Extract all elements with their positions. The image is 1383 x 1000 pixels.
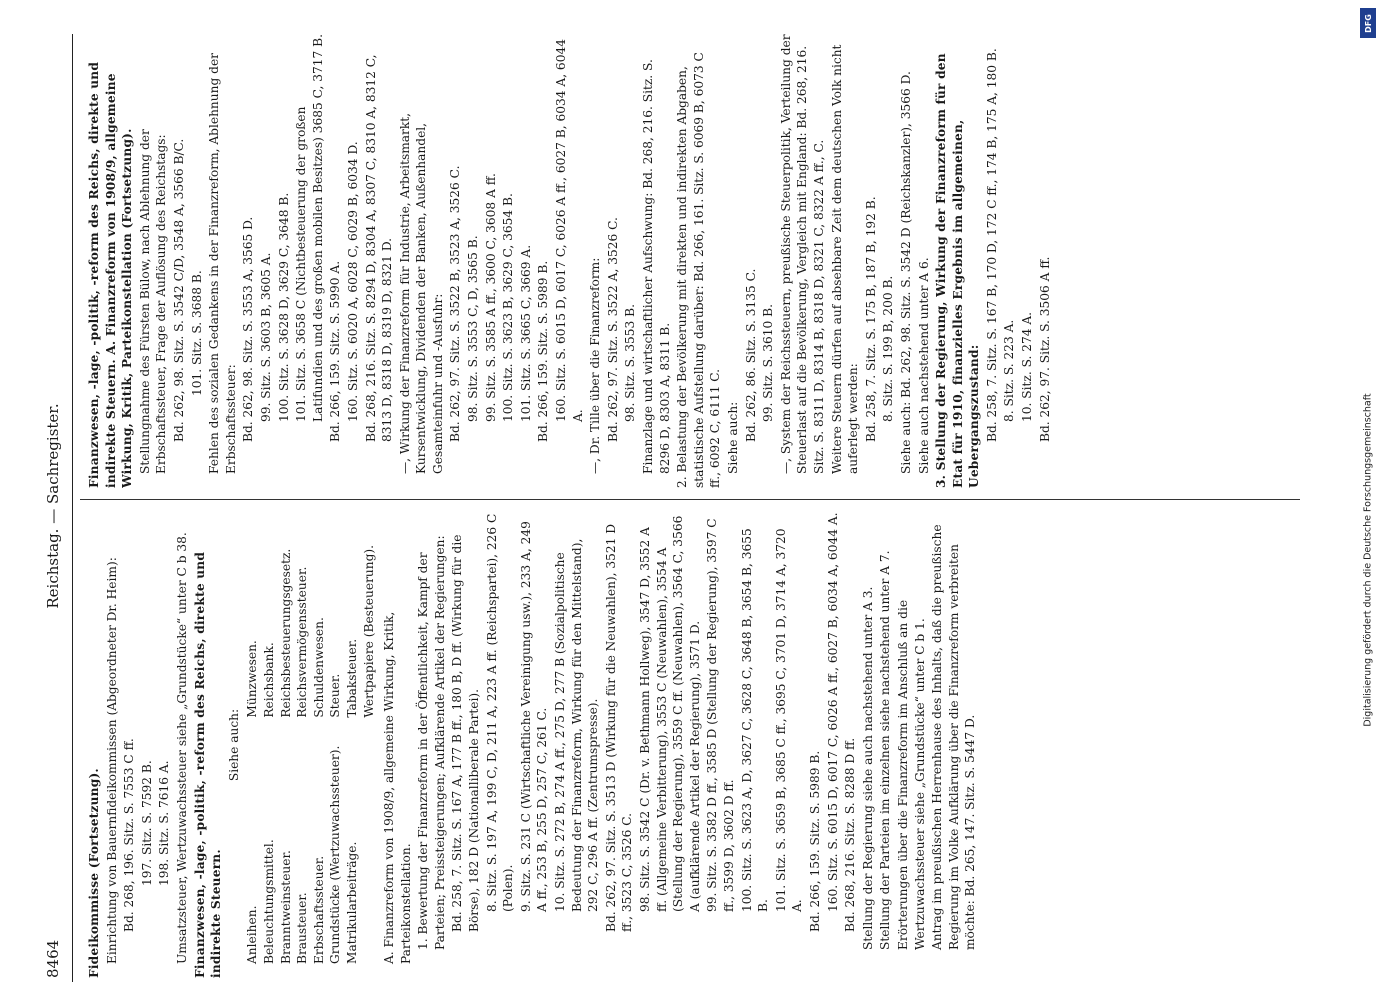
citation: 101. Sitz. S. 3658 C (Nichtbesteuerung der großen Latifundien und des großen mobilen Besitzes) 3685 C, 3717 B. bbox=[294, 34, 325, 422]
digitization-sidebar bbox=[1354, 0, 1383, 1000]
see-also-item: Reichsbesteuerungsgesetz. bbox=[278, 548, 293, 718]
page-number: 8464 bbox=[44, 939, 62, 978]
citation: Bd. 258, 7. Sitz. S. 175 B, 187 B, 192 B. bbox=[863, 196, 878, 442]
citation: Bd. 262, 98. Sitz. S. 3553 A, 3565 D. bbox=[241, 216, 256, 442]
see-also-item: Grundstücke (Wertzuwachssteuer). bbox=[328, 745, 343, 964]
subentry: Einrichtung von Bauernfideikommissen (Abgeordneter Dr. Heim): bbox=[104, 557, 119, 964]
running-head bbox=[44, 34, 68, 978]
see-also-item: Reichsbank. bbox=[261, 642, 276, 718]
citation: 98. Sitz. S. 3553 C, D, 3565 B. bbox=[466, 235, 481, 422]
see-also-item: Schuldenwesen. bbox=[311, 617, 326, 718]
citation: Bd. 262, 97. Sitz. S. 3522 A, 3526 C. bbox=[605, 217, 620, 442]
citation: Bd. 266, 159. Sitz. S. 5989 B. bbox=[807, 750, 822, 932]
see-also-item: Branntweinsteuer. bbox=[278, 850, 293, 964]
subentry: Stellungnahme des Fürsten Bülow, nach Ablehnung der Erbschaftssteuer, Frage der Auflösung des Reichstags: bbox=[137, 129, 169, 474]
citation: 8. Sitz. S. 223 A. bbox=[1002, 319, 1017, 422]
see-also-item: Brausteuer. bbox=[295, 892, 310, 964]
citation: 99. Sitz. S. 3585 A ff., 3600 C, 3608 A ff. bbox=[483, 173, 498, 422]
see-also-item: Steuer. bbox=[328, 673, 343, 718]
cross-reference: Erörterungen über die Finanzreform im Anschluß an die Wertzuwachssteuer siehe „Grundstücke“ unter C b 1. bbox=[895, 599, 927, 950]
see-also-column bbox=[244, 746, 377, 964]
see-also-item: Beleuchtungsmittel. bbox=[261, 839, 276, 964]
citation: Bd. 262, 97. Sitz. S. 3506 A ff. bbox=[1037, 256, 1052, 442]
citation: 10. Sitz. S. 274 A. bbox=[1020, 311, 1035, 422]
dfg-logo-text: DFG bbox=[1363, 13, 1373, 33]
subentry: —, Wirkung der Finanzreform für Industrie, Arbeitsmarkt, Kursentwicklung, Dividenden der Banken, Außenhandel, Gesamteinfuhr und -Ausfuhr: bbox=[397, 112, 445, 474]
section-item: 3. Stellung der Regierung, Wirkung der Finanzreform für den Etat für 1910, finanzielles Ergebnis im allgemeinen, Uebergangszustand: bbox=[934, 53, 982, 488]
cross-reference: Siehe auch: Bd. 262, 98. Sitz. S. 3542 D (Reichskanzler), 3566 D. bbox=[898, 71, 913, 474]
funding-note-text: Digitalisierung gefördert durch die Deutsche Forschungsgemeinschaft bbox=[1362, 393, 1374, 727]
citation: Bd. 266, 159. Sitz. S. 5989 B. bbox=[536, 260, 551, 442]
citation: Bd. 262, 97. Sitz. S. 3513 D (Wirkung für die Neuwahlen), 3521 D ff., 3523 C, 3526 C. bbox=[603, 523, 635, 932]
subentry: Antrag im preußischen Herrenhause des Inhalts, daß die preußische Regierung im Volke Aufklärung über die Finanzreform verbreiten möchte: Bd. 265, 147. Sitz. S. 5447 D. bbox=[930, 524, 978, 950]
header-rule bbox=[72, 34, 73, 982]
subentry: Umsatzsteuer, Wertzuwachssteuer siehe „Grundstücke“ unter C b 38. bbox=[174, 532, 189, 964]
citation: Bd. 258, 7. Sitz. S. 167 B, 170 D, 172 C ff., 174 B, 175 A, 180 B. bbox=[984, 48, 999, 442]
citation: Bd. 262, 98. Sitz. S. 3542 C/D, 3548 A, 3566 B/C. bbox=[171, 138, 186, 442]
subsection: 1. Bewertung der Finanzreform in der Öffentlichkeit, Kampf der Parteien; Preissteigerungen; Aufklärende Artikel der Regierungen: bbox=[416, 535, 447, 950]
subentry: Weitere Steuern dürfen auf absehbare Zeit dem deutschen Volk nicht auferlegt werden: bbox=[829, 44, 861, 474]
citation: 197. Sitz. S. 7592 B. bbox=[139, 760, 154, 886]
subentry: —, System der Reichssteuern, preußische Steuerpolitik, Verteilung der Steuerlast auf die Bevölkerung, Vergleich mit England: Bd. 268, 216. Sitz. S. 8311 D, 8314 B, 8318 D, 8321 C, 8322 A ff., C. bbox=[778, 34, 826, 474]
see-also-item: Matrikularbeiträge. bbox=[344, 841, 359, 964]
see-also-item: Anleihen. bbox=[245, 905, 260, 964]
cross-reference: Stellung der Regierung siehe auch nachstehend unter A 3. bbox=[860, 586, 875, 950]
citation: 160. Sitz. S. 6015 D, 6017 C, 6026 A ff., 6027 B, 6034 A, 6044 A. bbox=[554, 39, 585, 422]
citation: 160. Sitz. S. 6020 A, 6028 C, 6029 B, 6034 D. bbox=[345, 141, 360, 422]
citation: 100. Sitz. S. 3623 B, 3629 C, 3654 B. bbox=[501, 193, 516, 422]
citation: Bd. 262, 97. Sitz. S. 3522 B, 3523 A, 3526 C. bbox=[448, 165, 463, 442]
citation: Bd. 266, 159. Sitz. S. 5990 A. bbox=[328, 260, 343, 442]
cross-reference: Siehe auch nachstehend unter A 6. bbox=[916, 257, 931, 474]
subentry: Finanzlage und wirtschaftlicher Aufschwung: Bd. 268, 216. Sitz. S. 8296 D, 8303 A, 8311 B. bbox=[641, 59, 672, 474]
citation: 99. Sitz. S. 3582 D ff., 3585 D (Stellung der Regierung), 3597 C ff., 3599 D, 3602 D ff. bbox=[705, 518, 736, 912]
see-also-item: Tabaksteuer. bbox=[344, 638, 359, 718]
see-also-list bbox=[244, 512, 377, 978]
citation: 160. Sitz. S. 6015 D, 6017 C, 6026 A ff., 6027 B, 6034 A, 6044 A. bbox=[825, 512, 840, 912]
entry-heading: Finanzwesen, -lage, -politik, -reform des Reichs, direkte und indirekte Steuern. A. Finanzreform von 1908/9, allgemeine Wirkung, Kritik, Parteikonstellation (Fortsetzung). bbox=[87, 61, 135, 488]
citation: 8. Sitz. S. 199 B, 200 B. bbox=[881, 275, 896, 422]
running-title: Reichstag. — Sachregister. bbox=[44, 403, 62, 609]
cross-reference: Stellung der Parteien im einzelnen siehe nachstehend unter A 7. bbox=[878, 550, 893, 950]
citation: 9. Sitz. S. 231 C (Wirtschaftliche Vereinigung usw.), 233 A, 249 A ff., 253 B, 255 D, 257 C, 261 C. bbox=[518, 521, 550, 912]
citation: Bd. 268, 196. Sitz. S. 7553 C ff. bbox=[122, 738, 137, 932]
citation: 100. Sitz. S. 3623 A, D, 3627 C, 3628 C, 3648 B, 3654 B, 3655 B. bbox=[739, 528, 771, 912]
citation: 98. Sitz. S. 3542 C (Dr. v. Bethmann Hollweg), 3547 D, 3552 A ff. (Allgemeine Verbitterung), 3553 C (Neuwahlen), 3554 A (Stellung der Regierung), 3559 C ff. (Neuwahlen), 3564 C, 3566 A (aufklärende Artikel der Regierung), 3571 D. bbox=[638, 515, 702, 912]
right-column bbox=[86, 34, 1326, 488]
citation: 100. Sitz. S. 3628 D, 3629 C, 3648 B. bbox=[276, 192, 291, 422]
see-also-label: Siehe auch: bbox=[725, 401, 740, 474]
entry-heading: Fideikommisse (Fortsetzung). bbox=[87, 768, 101, 978]
left-column bbox=[86, 512, 1326, 978]
citation: Bd. 258, 7. Sitz. S. 167 A, 177 B ff., 180 B, D ff. (Wirkung für die Börse), 182 D (Nationalliberale Partei). bbox=[450, 534, 482, 932]
citation: 10. Sitz. S. 272 B, 274 A ff., 275 D, 277 B (Sozialpolitische Bedeutung der Finanzreform, Wirkung für den Mittelstand), 292 C, 296 A ff. (Zentrumspresse). bbox=[553, 538, 601, 912]
citation: 98. Sitz. S. 3553 B. bbox=[623, 304, 638, 422]
subentry: Fehlen des sozialen Gedankens in der Finanzreform, Ablehnung der Erbschaftssteuer: bbox=[207, 53, 238, 474]
citation: 198. Sitz. S. 7616 A. bbox=[157, 760, 172, 886]
section-item: 2. Belastung der Bevölkerung mit direkten und indirekten Abgaben, statistische Aufstellung darüber: Bd. 266, 161. Sitz. S. 6069 B, 6073 C ff., 6092 C, 6111 C. bbox=[675, 52, 723, 488]
see-also-item: Reichsvermögenssteuer. bbox=[295, 566, 310, 718]
see-also-item: Erbschaftssteuer. bbox=[311, 855, 326, 964]
citation: 99. Sitz. S. 3610 B. bbox=[761, 304, 776, 422]
see-also-label: Siehe auch: bbox=[226, 708, 241, 782]
citation: 101. Sitz. S. 3665 C, 3669 A. bbox=[518, 244, 533, 422]
column-divider bbox=[80, 499, 1300, 500]
citation: Bd. 268, 216. Sitz. S. 8294 D, 8304 A, 8307 C, 8310 A, 8312 C, 8313 D, 8318 D, 8319 D, 8321 D. bbox=[363, 54, 395, 442]
see-also-column bbox=[244, 545, 377, 718]
citation: Bd. 262, 86. Sitz. S. 3135 C. bbox=[743, 268, 758, 442]
citation: 101. Sitz. S. 3659 B, 3685 C ff., 3695 C, 3701 D, 3714 A, 3720 A. bbox=[773, 528, 805, 912]
dfg-logo-icon bbox=[1360, 8, 1376, 38]
entry-heading: Finanzwesen, -lage, -politik, -reform des Reichs, direkte und indirekte Steuern. bbox=[192, 551, 224, 978]
citation: 8. Sitz. S. 197 A, 199 C, D, 211 A, 223 A ff. (Reichspartei), 226 C (Polen). bbox=[484, 513, 516, 912]
citation: Bd. 268, 216. Sitz. S. 8288 D ff. bbox=[843, 737, 858, 932]
subentry: —, Dr. Tille über die Finanzreform: bbox=[588, 257, 603, 474]
see-also-item: Wertpapiere (Besteuerung). bbox=[361, 544, 376, 718]
see-also-item: Münzwesen. bbox=[245, 640, 260, 718]
citation: 99. Sitz. S. 3603 B, 3605 A. bbox=[258, 252, 273, 422]
section-heading: A. Finanzreform von 1908/9, allgemeine Wirkung, Kritik, Parteikonstellation. bbox=[382, 611, 413, 964]
citation: 101. Sitz. S. 3688 B. bbox=[189, 270, 204, 396]
